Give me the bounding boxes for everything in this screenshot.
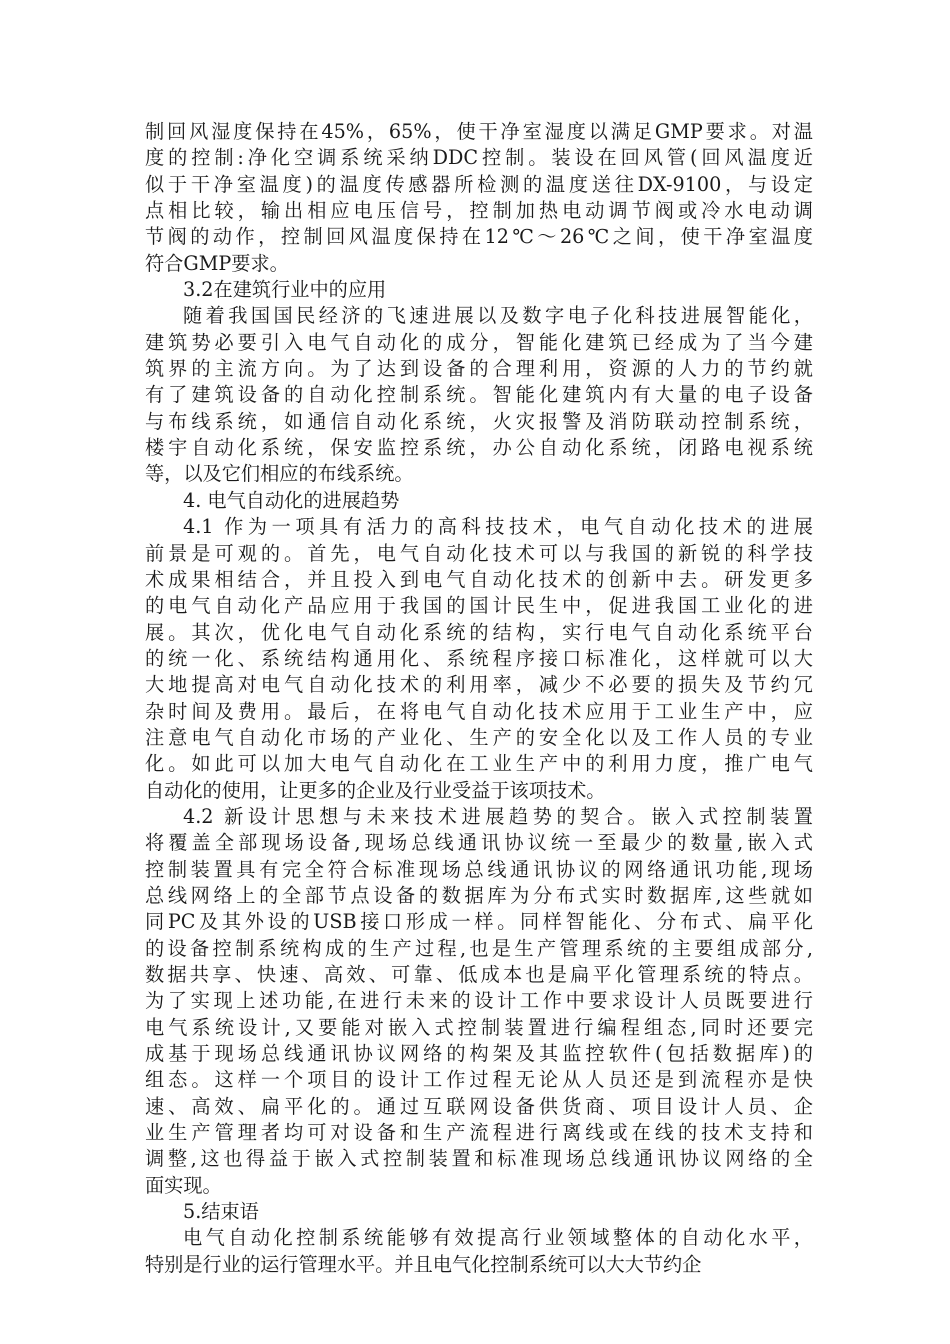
text-line: 的统一化、系统结构通用化、系统程序接口标准化，这样就可以大 <box>145 646 813 670</box>
text-line: 展。其次，优化电气自动化系统的结构，实行电气自动化系统平台 <box>145 620 813 644</box>
text-line: 业生产管理者均可对设备和生产流程进行离线或在线的技术支持和 <box>145 1121 813 1145</box>
text-line: 速、高效、扁平化的。通过互联网设备供货商、项目设计人员、企 <box>145 1094 813 1118</box>
text-line: 同PC及其外设的USB接口形成一样。同样智能化、分布式、扁平化 <box>145 910 813 934</box>
text-line: 杂时间及费用。最后，在将电气自动化技术应用于工业生产中，应 <box>145 699 813 723</box>
text-line: 化。如此可以加大电气自动化在工业生产中的利用力度，推广电气 <box>145 752 813 776</box>
text-line: 度的控制:净化空调系统采纳DDC控制。装设在回风管(回风温度近 <box>145 146 813 170</box>
text-line: 总线网络上的全部节点设备的数据库为分布式实时数据库,这些就如 <box>145 883 813 907</box>
text-line: 成基于现场总线通讯协议网络的构架及其监控软件(包括数据库)的 <box>145 1042 813 1066</box>
text-line: 等，以及它们相应的布线系统。 <box>145 462 414 486</box>
text-line: 节阀的动作，控制回风温度保持在12℃～26℃之间，使干净室温度 <box>145 225 813 249</box>
text-line: 注意电气自动化市场的产业化、生产的安全化以及工作人员的专业 <box>145 725 813 749</box>
paragraph-first-line: 3.2在建筑行业中的应用 <box>183 278 387 302</box>
text-line: 组态。这样一个项目的设计工作过程无论从人员还是到流程亦是快 <box>145 1068 813 1092</box>
text-line: 为了实现上述功能,在进行未来的设计工作中要求设计人员既要进行 <box>145 989 813 1013</box>
text-line: 电气系统设计,又要能对嵌入式控制装置进行编程组态,同时还要完 <box>145 1015 813 1039</box>
paragraph-first-line: 4.2 新设计思想与未来技术进展趋势的契合。嵌入式控制装置 <box>183 804 813 828</box>
text-line: 制回风湿度保持在45%，65%，使干净室湿度以满足GMP要求。对温 <box>145 120 813 143</box>
text-line: 点相比较，输出相应电压信号，控制加热电动调节阀或冷水电动调 <box>145 199 813 223</box>
paragraph-first-line: 电气自动化控制系统能够有效提高行业领域整体的自动化水平， <box>183 1226 813 1250</box>
paragraph-first-line: 4.1 作为一项具有活力的高科技技术，电气自动化技术的进展 <box>183 515 813 539</box>
text-line: 楼宇自动化系统，保安监控系统，办公自动化系统，闭路电视系统 <box>145 436 813 460</box>
text-line: 符合GMP要求。 <box>145 251 289 275</box>
text-line: 前景是可观的。首先，电气自动化技术可以与我国的新锐的科学技 <box>145 541 813 565</box>
paragraph-first-line: 5.结束语 <box>183 1200 259 1224</box>
text-line: 面实现。 <box>145 1173 222 1197</box>
text-line: 的设备控制系统构成的生产过程,也是生产管理系统的主要组成部分, <box>145 936 813 960</box>
text-line: 与布线系统，如通信自动化系统，火灾报警及消防联动控制系统， <box>145 409 813 433</box>
text-line: 特别是行业的运行管理水平。并且电气化控制系统可以大大节约企 <box>145 1252 702 1276</box>
text-line: 大地提高对电气自动化技术的利用率，减少不必要的损失及节约冗 <box>145 673 813 697</box>
text-line: 似于干净室温度)的温度传感器所检测的温度送往DX-9100，与设定 <box>145 172 813 196</box>
text-line: 筑界的主流方向。为了达到设备的合理利用，资源的人力的节约就 <box>145 357 813 381</box>
document-page <box>145 119 813 1278</box>
paragraph-first-line: 随着我国国民经济的飞速进展以及数字电子化科技进展智能化， <box>183 304 813 328</box>
text-line: 自动化的使用，让更多的企业及行业受益于该项技术。 <box>145 778 606 802</box>
text-line: 将覆盖全部现场设备,现场总线通讯协议统一至最少的数量,嵌入式 <box>145 831 813 855</box>
text-line: 数据共享、快速、高效、可靠、低成本也是扁平化管理系统的特点。 <box>145 963 813 986</box>
text-line: 控制装置具有完全符合标准现场总线通讯协议的网络通讯功能,现场 <box>145 857 813 881</box>
paragraph-first-line: 4. 电气自动化的进展趋势 <box>183 488 400 512</box>
text-line: 建筑势必要引入电气自动化的成分，智能化建筑已经成为了当今建 <box>145 330 813 354</box>
text-line: 调整,这也得益于嵌入式控制装置和标准现场总线通讯协议网络的全 <box>145 1147 813 1171</box>
text-line: 术成果相结合，并且投入到电气自动化技术的创新中去。研发更多 <box>145 567 813 591</box>
text-line: 有了建筑设备的自动化控制系统。智能化建筑内有大量的电子设备 <box>145 383 813 407</box>
text-line: 的电气自动化产品应用于我国的国计民生中，促进我国工业化的进 <box>145 594 813 618</box>
